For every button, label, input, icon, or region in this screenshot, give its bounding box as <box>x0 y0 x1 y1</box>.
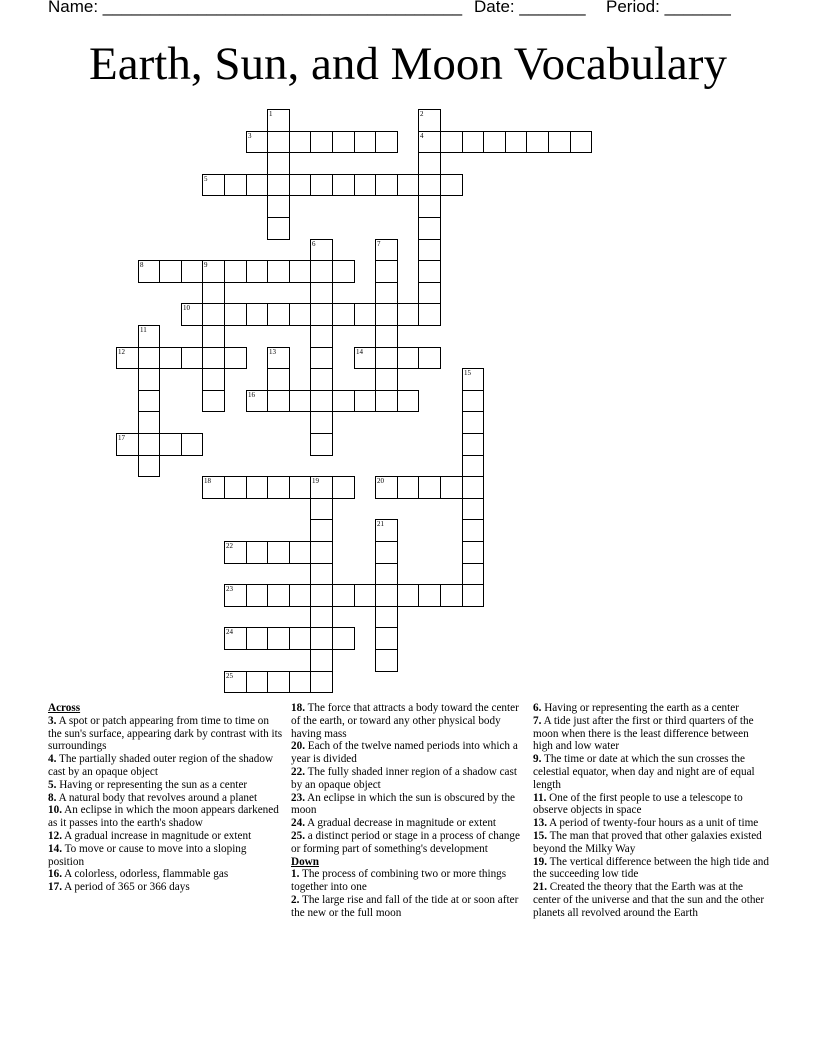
crossword-cell[interactable] <box>202 174 225 196</box>
date-field[interactable]: Date: _______ <box>474 0 586 16</box>
crossword-cell[interactable] <box>138 411 160 434</box>
name-field[interactable]: Name: ______________________________________ <box>48 0 463 16</box>
crossword-cell[interactable] <box>354 131 376 153</box>
crossword-cell[interactable] <box>310 174 333 196</box>
down-clue <box>291 868 527 894</box>
clue-number-label: 2. <box>291 893 300 906</box>
crossword-cell[interactable] <box>354 347 376 369</box>
clue-text: The process of combining two or more things together into one <box>291 868 507 894</box>
clues-column-2 <box>291 702 527 920</box>
crossword-cell[interactable] <box>462 498 484 520</box>
crossword-cell[interactable] <box>418 282 441 304</box>
crossword-cell[interactable] <box>267 152 290 175</box>
crossword-cell[interactable] <box>289 303 311 326</box>
crossword-cell[interactable] <box>397 584 419 607</box>
clue-number: 19 <box>312 477 319 485</box>
crossword-cell[interactable] <box>332 303 355 326</box>
crossword-cell[interactable] <box>181 303 203 326</box>
crossword-cell[interactable] <box>332 174 355 196</box>
crossword-cell[interactable] <box>289 131 311 153</box>
clue-number: 11 <box>140 326 147 334</box>
crossword-cell[interactable] <box>418 347 441 369</box>
crossword-cell[interactable] <box>310 260 333 283</box>
clue-number-label: 4. <box>48 753 57 766</box>
crossword-cell[interactable] <box>310 433 333 456</box>
crossword-cell[interactable] <box>202 347 225 369</box>
crossword-cell[interactable] <box>354 390 376 412</box>
clue-number: 18 <box>204 477 211 485</box>
crossword-cell[interactable] <box>267 541 290 564</box>
clue-text: A spot or patch appearing from time to time on the sun's surface, appearing dark by contrast with its surroundings <box>48 714 283 753</box>
clue-number-label: 10. <box>48 804 62 817</box>
clue-text: Created the theory that the Earth was at the center of the universe and that the sun and the other planets all revolved around the Earth <box>533 881 765 919</box>
crossword-cell[interactable] <box>138 325 160 348</box>
crossword-cell[interactable] <box>418 109 441 132</box>
crossword-cell[interactable] <box>462 584 484 607</box>
clue-number: 4 <box>420 132 424 140</box>
crossword-cell[interactable] <box>375 476 398 499</box>
crossword-cell[interactable] <box>267 347 290 369</box>
crossword-cell[interactable] <box>332 260 355 283</box>
down-clue <box>533 702 769 715</box>
across-clue <box>291 702 527 740</box>
crossword-cell[interactable] <box>267 390 290 412</box>
crossword-cell[interactable] <box>310 347 333 369</box>
clue-number: 20 <box>377 477 384 485</box>
crossword-cell[interactable] <box>246 584 268 607</box>
crossword-cell[interactable] <box>310 627 333 650</box>
crossword-cell[interactable] <box>462 433 484 456</box>
crossword-cell[interactable] <box>310 671 333 693</box>
crossword-cell[interactable] <box>246 627 268 650</box>
clue-number-label: 18. <box>291 702 305 714</box>
crossword-cell[interactable] <box>375 325 398 348</box>
crossword-cell[interactable] <box>267 131 290 153</box>
crossword-cell[interactable] <box>267 109 290 132</box>
crossword-cell[interactable] <box>202 282 225 304</box>
across-clue <box>48 715 284 753</box>
clue-text: The force that attracts a body toward the center of the earth, or toward any other physical body having mass <box>291 702 519 740</box>
clue-text: The partially shaded outer region of the shadow cast by an opaque object <box>48 753 274 778</box>
crossword-cell[interactable] <box>246 671 268 693</box>
clue-number: 22 <box>226 542 233 550</box>
crossword-cell[interactable] <box>310 519 333 542</box>
crossword-cell[interactable] <box>289 584 311 607</box>
crossword-cell[interactable] <box>526 131 549 153</box>
crossword-cell[interactable] <box>310 563 333 585</box>
crossword-cell[interactable] <box>224 671 247 693</box>
down-clue <box>533 881 769 919</box>
crossword-cell[interactable] <box>289 627 311 650</box>
crossword-cell[interactable] <box>224 260 247 283</box>
clue-text: a distinct period or stage in a process of change or forming part of something's development <box>291 829 520 855</box>
crossword-cell[interactable] <box>375 303 398 326</box>
crossword-cell[interactable] <box>267 627 290 650</box>
crossword-cell[interactable] <box>375 239 398 261</box>
crossword-cell[interactable] <box>418 131 441 153</box>
crossword-cell[interactable] <box>397 390 419 412</box>
crossword-cell[interactable] <box>267 368 290 391</box>
clue-text: A tide just after the first or third quarters of the moon when there is the least difference between high and low water <box>533 714 754 753</box>
clue-text: A gradual decrease in magnitude or extent <box>304 817 497 830</box>
clue-number: 9 <box>204 261 208 269</box>
clue-number: 25 <box>226 672 233 680</box>
crossword-cell[interactable] <box>418 239 441 261</box>
crossword-cell[interactable] <box>462 411 484 434</box>
crossword-cell[interactable] <box>462 455 484 477</box>
crossword-cell[interactable] <box>397 174 419 196</box>
crossword-cell[interactable] <box>418 195 441 218</box>
across-clue <box>48 779 284 792</box>
crossword-cell[interactable] <box>462 476 484 499</box>
across-clue <box>291 766 527 792</box>
crossword-cell[interactable] <box>267 476 290 499</box>
crossword-cell[interactable] <box>570 131 592 153</box>
crossword-cell[interactable] <box>224 174 247 196</box>
down-clue <box>291 894 527 920</box>
clue-text: A colorless, odorless, flammable gas <box>61 868 229 881</box>
crossword-cell[interactable] <box>375 282 398 304</box>
down-heading: Down <box>291 855 319 868</box>
crossword-cell[interactable] <box>375 541 398 564</box>
crossword-cell[interactable] <box>202 260 225 283</box>
clue-number: 5 <box>204 175 208 183</box>
crossword-cell[interactable] <box>267 195 290 218</box>
crossword-cell[interactable] <box>375 131 398 153</box>
across-heading: Across <box>48 702 81 714</box>
crossword-cell[interactable] <box>202 368 225 391</box>
crossword-cell[interactable] <box>548 131 571 153</box>
clue-number-label: 15. <box>533 829 547 842</box>
crossword-cell[interactable] <box>289 260 311 283</box>
across-clue <box>291 792 527 818</box>
down-clue <box>533 856 769 882</box>
crossword-cell[interactable] <box>462 131 484 153</box>
crossword-cell[interactable] <box>138 455 160 477</box>
crossword-cell[interactable] <box>397 303 419 326</box>
clue-text: The fully shaded inner region of a shadow cast by an opaque object <box>291 765 517 791</box>
clue-text: An eclipse in which the sun is obscured by the moon <box>291 791 516 817</box>
crossword-cell[interactable] <box>397 476 419 499</box>
crossword-cell[interactable] <box>375 368 398 391</box>
clue-number: 3 <box>248 132 252 140</box>
crossword-cell[interactable] <box>354 303 376 326</box>
clue-number: 6 <box>312 240 316 248</box>
crossword-cell[interactable] <box>267 584 290 607</box>
crossword-cell[interactable] <box>181 433 203 456</box>
crossword-cell[interactable] <box>224 347 247 369</box>
crossword-cell[interactable] <box>375 519 398 542</box>
clue-number: 8 <box>140 261 144 269</box>
crossword-cell[interactable] <box>159 260 182 283</box>
clue-number: 16 <box>248 391 255 399</box>
crossword-cell[interactable] <box>332 131 355 153</box>
down-clue <box>533 817 769 830</box>
crossword-cell[interactable] <box>224 303 247 326</box>
crossword-cell[interactable] <box>418 152 441 175</box>
clues-column-3 <box>533 702 769 920</box>
crossword-cell[interactable] <box>246 174 268 196</box>
crossword-cell[interactable] <box>310 411 333 434</box>
crossword-cell[interactable] <box>116 347 139 369</box>
down-clue <box>533 753 769 791</box>
crossword-cell[interactable] <box>462 368 484 391</box>
crossword-cell[interactable] <box>462 390 484 412</box>
clue-number: 2 <box>420 110 424 118</box>
crossword-cell[interactable] <box>418 217 441 240</box>
clue-number-label: 19. <box>533 855 547 868</box>
crossword-cell[interactable] <box>224 541 247 564</box>
clue-number-label: 20. <box>291 740 305 753</box>
crossword-cell[interactable] <box>418 584 441 607</box>
crossword-cell[interactable] <box>289 541 311 564</box>
crossword-cell[interactable] <box>462 519 484 542</box>
down-clue <box>533 792 769 818</box>
crossword-cell[interactable] <box>354 174 376 196</box>
crossword-cell[interactable] <box>375 260 398 283</box>
crossword-cell[interactable] <box>267 303 290 326</box>
clue-number-label: 23. <box>291 791 305 804</box>
crossword-cell[interactable] <box>289 390 311 412</box>
clue-number-label: 12. <box>48 829 62 842</box>
crossword-cell[interactable] <box>202 390 225 412</box>
crossword-cell[interactable] <box>181 260 203 283</box>
crossword-cell[interactable] <box>116 433 139 456</box>
crossword-cell[interactable] <box>440 174 463 196</box>
crossword-cell[interactable] <box>159 433 182 456</box>
crossword-cell[interactable] <box>289 671 311 693</box>
clue-number-label: 1. <box>291 868 300 881</box>
clue-number: 24 <box>226 628 233 636</box>
clues-column-1 <box>48 702 284 894</box>
across-clue <box>48 881 284 894</box>
crossword-cell[interactable] <box>267 174 290 196</box>
crossword-cell[interactable] <box>354 584 376 607</box>
crossword-cell[interactable] <box>418 476 441 499</box>
crossword-cell[interactable] <box>138 347 160 369</box>
crossword-cell[interactable] <box>310 498 333 520</box>
clue-number: 12 <box>118 348 125 356</box>
clue-text: One of the first people to use a telescope to observe objects in space <box>533 791 743 817</box>
crossword-cell[interactable] <box>289 476 311 499</box>
crossword-cell[interactable] <box>332 584 355 607</box>
crossword-cell[interactable] <box>310 390 333 412</box>
clue-number: 7 <box>377 240 381 248</box>
across-clue <box>291 830 527 856</box>
crossword-cell[interactable] <box>310 541 333 564</box>
crossword-cell[interactable] <box>246 390 268 412</box>
crossword-cell[interactable] <box>138 390 160 412</box>
clue-text: A period of 365 or 366 days <box>61 881 190 894</box>
clue-text: Having or representing the sun as a center <box>56 778 248 791</box>
crossword-cell[interactable] <box>375 649 398 672</box>
crossword-cell[interactable] <box>440 476 463 499</box>
clue-number-label: 11. <box>533 791 547 804</box>
crossword-cell[interactable] <box>505 131 527 153</box>
clue-text: To move or cause to move into a sloping position <box>48 842 247 868</box>
across-clue <box>48 804 284 830</box>
crossword-cell[interactable] <box>224 476 247 499</box>
crossword-cell[interactable] <box>332 627 355 650</box>
clue-number-label: 14. <box>48 842 62 855</box>
clue-number: 13 <box>269 348 276 356</box>
crossword-cell[interactable] <box>246 476 268 499</box>
crossword-cell[interactable] <box>246 260 268 283</box>
crossword-cell[interactable] <box>310 325 333 348</box>
crossword-cell[interactable] <box>375 347 398 369</box>
clue-number: 10 <box>183 304 190 312</box>
clue-number-label: 13. <box>533 817 547 830</box>
crossword-cell[interactable] <box>310 303 333 326</box>
crossword-cell[interactable] <box>332 390 355 412</box>
across-clue <box>48 843 284 869</box>
clue-text: The large rise and fall of the tide at or soon after the new or the full moon <box>291 893 519 919</box>
crossword-cell[interactable] <box>202 476 225 499</box>
crossword-cell[interactable] <box>375 606 398 628</box>
crossword-cell[interactable] <box>418 260 441 283</box>
crossword-cell[interactable] <box>397 347 419 369</box>
crossword-cell[interactable] <box>310 649 333 672</box>
clue-text: Each of the twelve named periods into which a year is divided <box>291 740 518 766</box>
crossword-cell[interactable] <box>375 174 398 196</box>
clue-number-label: 17. <box>48 881 62 894</box>
crossword-cell[interactable] <box>440 131 463 153</box>
crossword-cell[interactable] <box>418 174 441 196</box>
crossword-cell[interactable] <box>267 217 290 240</box>
clue-number: 21 <box>377 520 384 528</box>
across-clue <box>291 817 527 830</box>
crossword-cell[interactable] <box>224 627 247 650</box>
clue-text: Having or representing the earth as a center <box>541 702 739 714</box>
crossword-cell[interactable] <box>267 260 290 283</box>
across-clue <box>48 792 284 805</box>
clue-number-label: 24. <box>291 817 305 830</box>
crossword-cell[interactable] <box>138 260 160 283</box>
down-clue <box>533 715 769 753</box>
clue-number: 17 <box>118 434 125 442</box>
crossword-cell[interactable] <box>483 131 506 153</box>
crossword-cell[interactable] <box>181 347 203 369</box>
crossword-cell[interactable] <box>267 671 290 693</box>
crossword-cell[interactable] <box>440 584 463 607</box>
clue-number-label: 22. <box>291 765 305 778</box>
crossword-cell[interactable] <box>310 282 333 304</box>
clue-number-label: 16. <box>48 868 62 881</box>
crossword-cell[interactable] <box>310 476 333 499</box>
page-title: Earth, Sun, and Moon Vocabulary <box>89 38 727 90</box>
clue-number-label: 6. <box>533 702 542 714</box>
clue-number-label: 9. <box>533 753 542 766</box>
clue-text: A natural body that revolves around a planet <box>56 791 258 804</box>
period-field[interactable]: Period: _______ <box>606 0 731 16</box>
crossword-cell[interactable] <box>310 606 333 628</box>
crossword-cell[interactable] <box>289 174 311 196</box>
clue-text: The man that proved that other galaxies existed beyond the Milky Way <box>533 829 762 855</box>
crossword-cell[interactable] <box>375 584 398 607</box>
crossword-cell[interactable] <box>138 368 160 391</box>
clue-number-label: 8. <box>48 791 57 804</box>
clue-number-label: 5. <box>48 778 57 791</box>
crossword-cell[interactable] <box>246 131 268 153</box>
clue-number-label: 21. <box>533 881 547 894</box>
crossword-cell[interactable] <box>332 476 355 499</box>
crossword-cell[interactable] <box>375 563 398 585</box>
across-clue <box>291 740 527 766</box>
across-clue <box>48 868 284 881</box>
crossword-cell[interactable] <box>224 584 247 607</box>
crossword-cell[interactable] <box>310 584 333 607</box>
crossword-cell[interactable] <box>159 347 182 369</box>
clue-text: The vertical difference between the high tide and the succeeding low tide <box>533 855 769 881</box>
clue-number-label: 7. <box>533 714 542 727</box>
across-clue <box>48 830 284 843</box>
crossword-cell[interactable] <box>462 563 484 585</box>
crossword-cell[interactable] <box>138 433 160 456</box>
crossword-cell[interactable] <box>375 390 398 412</box>
clue-number: 1 <box>269 110 273 118</box>
clue-number: 14 <box>356 348 363 356</box>
clue-text: A period of twenty-four hours as a unit of time <box>546 817 759 830</box>
crossword-cell[interactable] <box>418 303 441 326</box>
crossword-cell[interactable] <box>310 239 333 261</box>
crossword-cell[interactable] <box>310 368 333 391</box>
across-clue <box>48 753 284 779</box>
clue-text: An eclipse in which the moon appears darkened as it passes into the earth's shadow <box>48 804 279 830</box>
clue-text: The time or date at which the sun crosses the celestial equator, when day and night are of equal length <box>533 753 755 791</box>
clue-number: 23 <box>226 585 233 593</box>
clue-number-label: 25. <box>291 829 305 842</box>
crossword-cell[interactable] <box>246 303 268 326</box>
crossword-cell[interactable] <box>202 303 225 326</box>
clue-number-label: 3. <box>48 714 57 727</box>
clue-text: A gradual increase in magnitude or extent <box>61 829 252 842</box>
crossword-cell[interactable] <box>462 541 484 564</box>
down-clue <box>533 830 769 856</box>
crossword-cell[interactable] <box>246 541 268 564</box>
crossword-cell[interactable] <box>202 325 225 348</box>
crossword-cell[interactable] <box>310 131 333 153</box>
clue-number: 15 <box>464 369 471 377</box>
crossword-cell[interactable] <box>375 627 398 650</box>
